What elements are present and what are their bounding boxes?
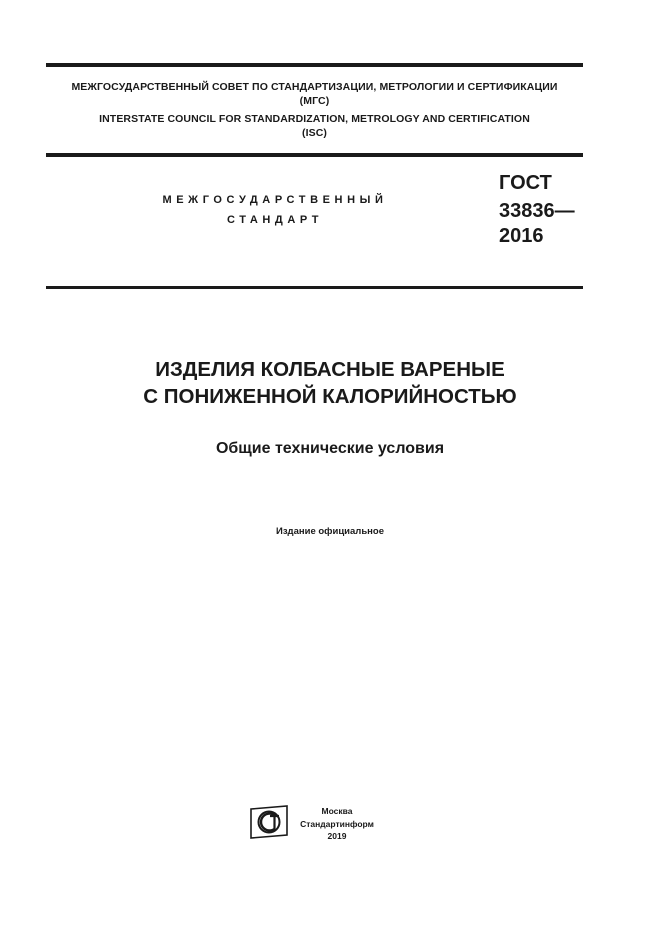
gost-number: 33836— (499, 200, 575, 222)
edition-note: Издание официальное (276, 526, 384, 537)
council-name-en: INTERSTATE COUNCIL FOR STANDARDIZATION, METROLOGY AND CERTIFICATION (99, 113, 530, 125)
document-title-line2: С ПОНИЖЕННОЙ КАЛОРИЙНОСТЬЮ (143, 385, 517, 408)
publication-year: 2019 (327, 831, 347, 841)
standartinform-logo-icon (250, 805, 288, 839)
standard-type-line2: СТАНДАРТ (226, 214, 324, 226)
middle-rule (46, 153, 583, 157)
bottom-rule (46, 286, 583, 289)
document-title-line1: ИЗДЕЛИЯ КОЛБАСНЫЕ ВАРЕНЫЕ (155, 358, 505, 381)
council-abbr-ru: (МГС) (299, 95, 330, 107)
council-abbr-en: (ISC) (302, 127, 327, 139)
gost-year: 2016 (499, 225, 544, 247)
publisher-name: Стандартинформ (300, 819, 374, 829)
gost-label: ГОСТ (499, 172, 552, 194)
standard-type-line1: МЕЖГОСУДАРСТВЕННЫЙ (162, 194, 388, 206)
council-name-ru: МЕЖГОСУДАРСТВЕННЫЙ СОВЕТ ПО СТАНДАРТИЗАЦИИ, МЕТРОЛОГИИ И СЕРТИФИКАЦИИ (71, 81, 558, 93)
publisher-city: Москва (321, 806, 353, 816)
document-subtitle: Общие технические условия (215, 440, 445, 457)
top-rule (46, 63, 583, 67)
